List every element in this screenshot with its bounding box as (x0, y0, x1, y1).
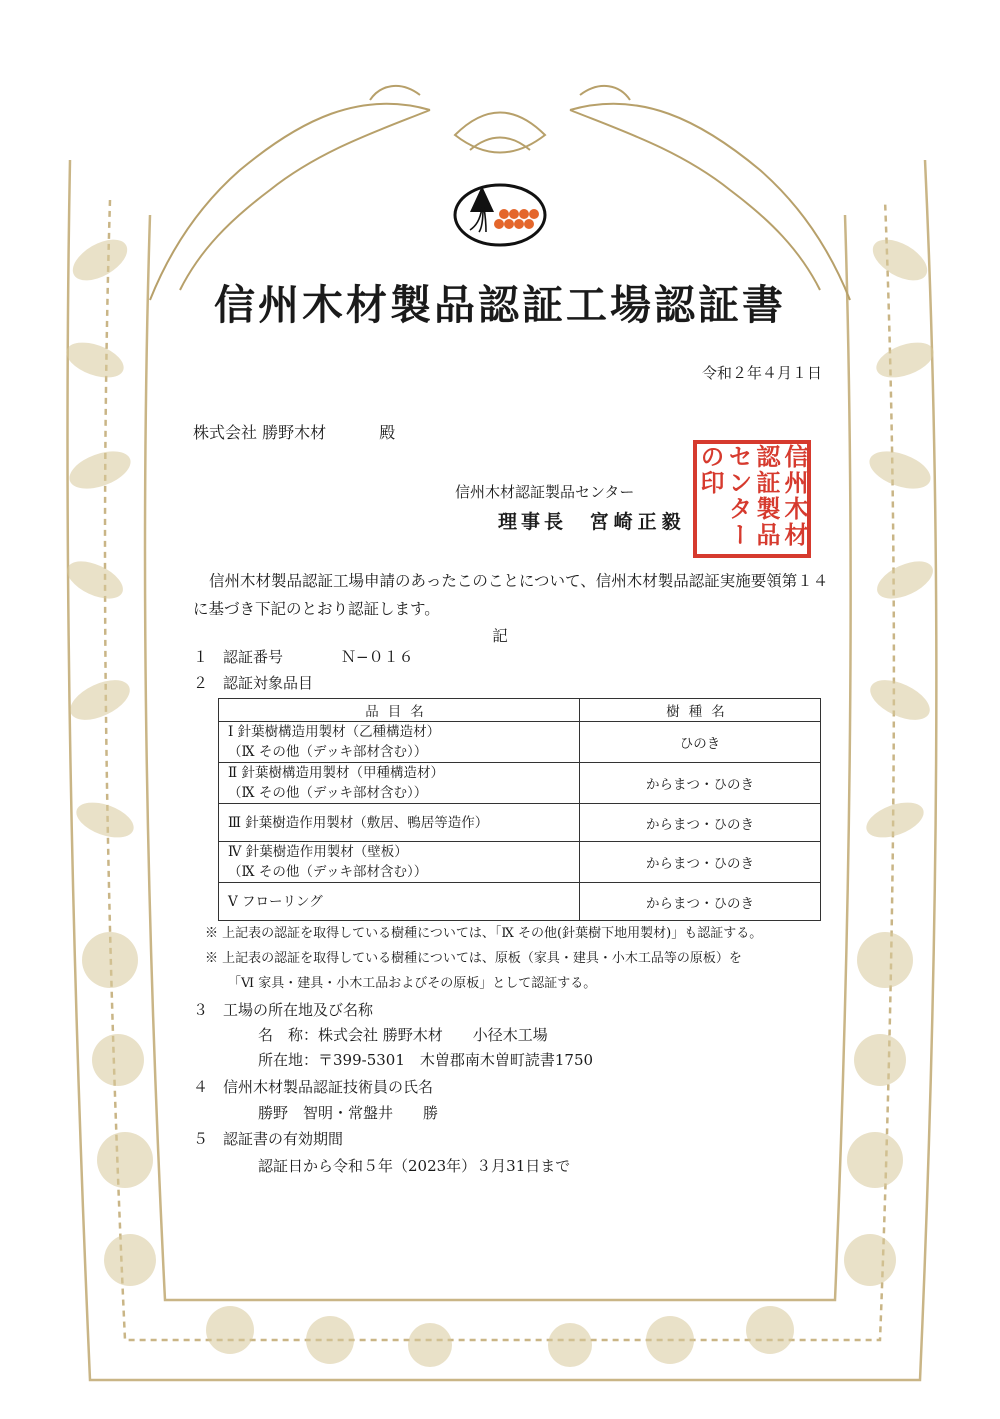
product-cell (219, 804, 580, 842)
certified-items-table (218, 698, 821, 921)
note-line: 「Ⅵ 家具・建具・小木工品およびその原板」として認証する。 (228, 976, 597, 991)
product-cell (219, 883, 580, 921)
factory-name-label: 名 称： (258, 1026, 319, 1044)
section-number: ４ (193, 1078, 209, 1096)
table-header-row (219, 699, 821, 722)
factory-address-value: 〒399-5301 木曽郡南木曽町読書1750 (318, 1051, 594, 1069)
certification-number: Ｎ−０１６ (341, 648, 414, 666)
note-line: ※ 上記表の認証を取得している樹種については、原板（家具・建具・小木工品等の原板）を (205, 951, 742, 966)
table-row (219, 842, 821, 883)
section-target-items (193, 672, 313, 693)
table-row (219, 763, 821, 804)
recipient-honorific: 殿 (379, 423, 396, 442)
section-validity (193, 1128, 343, 1149)
note-line: ※ 上記表の認証を取得している樹種については、「Ⅸ その他(針葉樹下地用製材)」も認証する。 (205, 926, 763, 941)
section-label: 認証番号 (223, 648, 284, 666)
product-line: Ⅳ 針葉樹造作用製材（壁板） (228, 844, 408, 860)
species-cell: からまつ・ひのき (580, 804, 821, 842)
page-title: 信州木材製品認証工場認証書 (214, 281, 786, 329)
section-label: 認証書の有効期間 (223, 1130, 344, 1148)
product-line: Ⅲ 針葉樹造作用製材（敷居、鴨居等造作） (228, 814, 489, 831)
factory-name (258, 1024, 548, 1045)
section-factory (193, 999, 373, 1020)
species-cell: からまつ・ひのき (580, 763, 821, 804)
product-line: Ⅱ 針葉樹構造用製材（甲種構造材） (228, 765, 444, 781)
species-cell: ひのき (580, 722, 821, 763)
section-number: ５ (193, 1130, 209, 1148)
product-cell (219, 842, 580, 883)
table-row (219, 883, 821, 921)
product-line: Ⅰ 針葉樹構造用製材（乙種構造材） (228, 724, 441, 740)
issuer-title: 理事長 (498, 511, 568, 533)
species-cell: からまつ・ひのき (580, 842, 821, 883)
issuer-name: 宮崎正毅 (589, 511, 686, 533)
body-paragraph: 信州木材製品認証工場申請のあったこのことについて、信州木材製品認証実施要領第１４に基づき下記のとおり認証します。 (193, 572, 829, 618)
header-species: 樹種名 (580, 699, 821, 722)
section-technicians (193, 1076, 433, 1097)
factory-name-value: 株式会社 勝野木材 小径木工場 (318, 1026, 548, 1044)
issue-date: 令和２年４月１日 (701, 364, 822, 382)
issuer-signature (498, 507, 686, 534)
recipient (193, 420, 395, 443)
header-product: 品目名 (219, 699, 580, 722)
table-row (219, 722, 821, 763)
product-subline: （Ⅸ その他（デッキ部材含む）） (228, 785, 428, 801)
ki-heading: 記 (492, 627, 508, 645)
section-label: 認証対象品目 (223, 674, 314, 692)
section-label: 工場の所在地及び名称 (223, 1001, 374, 1019)
forest-certification-logo-icon (452, 178, 548, 248)
section-number: １ (193, 648, 209, 666)
product-cell (219, 722, 580, 763)
product-subline: （Ⅸ その他（デッキ部材含む）） (228, 744, 428, 760)
issuer-organization: 信州木材認証製品センター (455, 483, 635, 501)
validity-period: 認証日から令和５年（2023年）３月31日まで (258, 1157, 571, 1175)
section-label: 信州木材製品認証技術員の氏名 (223, 1078, 434, 1096)
section-number: ２ (193, 674, 209, 692)
section-certification-number (193, 646, 414, 667)
species-cell: からまつ・ひのき (580, 883, 821, 921)
table-row (219, 804, 821, 842)
seal-text: 信州木材認証製品センターの印 (696, 444, 809, 548)
factory-address (258, 1049, 593, 1070)
technician-names: 勝野 智明・常盤井 勝 (258, 1104, 439, 1122)
product-line: Ⅴ フローリング (228, 893, 323, 910)
product-cell (219, 763, 580, 804)
factory-address-label: 所在地： (258, 1051, 319, 1069)
recipient-name: 株式会社 勝野木材 (193, 423, 327, 442)
section-number: ３ (193, 1001, 209, 1019)
product-subline: （Ⅸ その他（デッキ部材含む）） (228, 864, 428, 880)
official-seal-icon (693, 440, 811, 558)
